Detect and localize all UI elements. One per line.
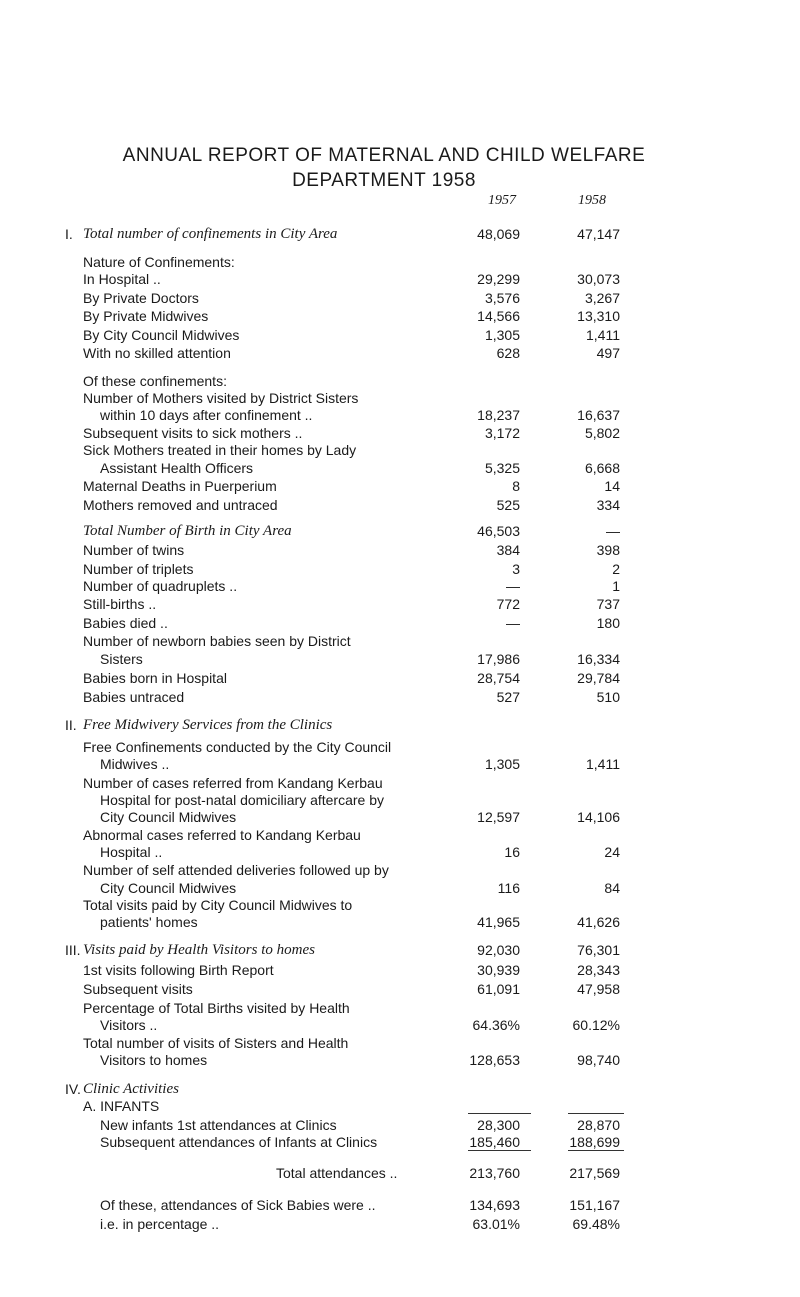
row-label: Subsequent visits to sick mothers .. bbox=[83, 425, 303, 441]
value-1957: — bbox=[506, 578, 520, 594]
row-label: Babies died .. bbox=[83, 615, 168, 631]
value-1958: 14 bbox=[604, 478, 620, 494]
value-1957: 213,760 bbox=[469, 1165, 520, 1181]
row-label: Total attendances .. bbox=[276, 1165, 398, 1181]
value-1958: 16,334 bbox=[577, 651, 620, 667]
value-1958: 30,073 bbox=[577, 271, 620, 287]
table-row bbox=[0, 345, 800, 362]
table-row bbox=[0, 226, 800, 243]
table-row bbox=[0, 739, 800, 756]
table-row bbox=[0, 1000, 800, 1017]
section-heading: Total number of confinements in City Area bbox=[83, 226, 338, 242]
row-label: City Council Midwives bbox=[100, 880, 237, 896]
value-1957: 384 bbox=[496, 542, 520, 558]
section-heading: Visits paid by Health Visitors to homes bbox=[83, 942, 315, 958]
row-label: Sisters bbox=[100, 651, 143, 667]
section-number: III. bbox=[65, 942, 81, 958]
table-row bbox=[0, 542, 800, 559]
sum-rule-1957 bbox=[468, 1113, 531, 1114]
value-1958: 47,958 bbox=[577, 981, 620, 997]
total-rule-1958 bbox=[568, 1150, 624, 1151]
table-row bbox=[0, 478, 800, 495]
table-row bbox=[0, 827, 800, 844]
value-1958: 1,411 bbox=[586, 327, 620, 343]
row-label: 1st visits following Birth Report bbox=[83, 962, 274, 978]
row-label: By Private Doctors bbox=[83, 290, 199, 306]
table-row bbox=[0, 862, 800, 879]
value-1957: 48,069 bbox=[477, 226, 520, 242]
table-row bbox=[0, 689, 800, 706]
row-label: Of these, attendances of Sick Babies were .. bbox=[100, 1197, 376, 1213]
value-1957: 46,503 bbox=[477, 523, 520, 539]
table-row bbox=[0, 615, 800, 632]
table-row bbox=[0, 327, 800, 344]
value-1958: 398 bbox=[596, 542, 620, 558]
section-heading: Free Midwivery Services from the Clinics bbox=[83, 717, 333, 733]
value-1957: 116 bbox=[497, 880, 520, 896]
table-row bbox=[0, 460, 800, 477]
value-1957: 525 bbox=[496, 497, 520, 513]
row-label: Sick Mothers treated in their homes by Lady bbox=[83, 442, 357, 458]
value-1957: 61,091 bbox=[477, 981, 520, 997]
table-row bbox=[0, 756, 800, 773]
table-row bbox=[0, 442, 800, 459]
row-label: Number of cases referred from Kandang Kerbau bbox=[83, 775, 383, 791]
value-1958: 497 bbox=[596, 345, 620, 361]
row-label: Number of quadruplets .. bbox=[83, 578, 238, 594]
value-1958: 217,569 bbox=[569, 1165, 620, 1181]
row-label: Number of twins bbox=[83, 542, 185, 558]
table-row bbox=[0, 897, 800, 914]
table-row bbox=[0, 717, 800, 734]
value-1957: 18,237 bbox=[477, 407, 520, 423]
value-1957: 16 bbox=[504, 844, 520, 860]
value-1957: 3,576 bbox=[484, 290, 520, 306]
value-1958: 84 bbox=[604, 880, 620, 896]
row-label: Subsequent visits bbox=[83, 981, 193, 997]
row-label: Babies untraced bbox=[83, 689, 185, 705]
row-label: By Private Midwives bbox=[83, 308, 209, 324]
table-row bbox=[0, 1216, 800, 1233]
row-label: Total number of visits of Sisters and Health bbox=[83, 1035, 349, 1051]
table-row bbox=[0, 633, 800, 650]
table-row bbox=[0, 792, 800, 809]
value-1958: 510 bbox=[596, 689, 620, 705]
value-1958: 41,626 bbox=[577, 914, 620, 930]
value-1958: 28,870 bbox=[577, 1117, 620, 1133]
row-label: Subsequent attendances of Infants at Clinics bbox=[100, 1134, 378, 1150]
value-1958: 6,668 bbox=[584, 460, 620, 476]
value-1957: 63.01% bbox=[472, 1216, 520, 1232]
value-1958: 76,301 bbox=[577, 942, 620, 958]
table-row bbox=[0, 425, 800, 442]
table-row bbox=[0, 1134, 800, 1151]
row-label: Abnormal cases referred to Kandang Kerbau bbox=[83, 827, 361, 843]
value-1958: 188,699 bbox=[569, 1134, 620, 1150]
row-label: within 10 days after confinement .. bbox=[100, 407, 313, 423]
value-1957: 3,172 bbox=[484, 425, 520, 441]
row-label: i.e. in percentage .. bbox=[100, 1216, 220, 1232]
value-1957: 14,566 bbox=[477, 308, 520, 324]
row-label: Visitors .. bbox=[100, 1017, 158, 1033]
row-label: City Council Midwives bbox=[100, 809, 237, 825]
report-title-line2: DEPARTMENT 1958 bbox=[292, 170, 476, 191]
value-1957: 3 bbox=[512, 561, 520, 577]
value-1958: 28,343 bbox=[577, 962, 620, 978]
section-number: IV. bbox=[65, 1081, 81, 1097]
table-row bbox=[0, 1117, 800, 1134]
table-row bbox=[0, 809, 800, 826]
row-label: patients' homes bbox=[100, 914, 198, 930]
value-1958: — bbox=[606, 523, 620, 539]
row-label: A. INFANTS bbox=[83, 1098, 160, 1114]
table-row bbox=[0, 981, 800, 998]
row-label: Free Confinements conducted by the City Council bbox=[83, 739, 392, 755]
value-1957: 41,965 bbox=[477, 914, 520, 930]
table-row bbox=[0, 962, 800, 979]
row-label: Babies born in Hospital bbox=[83, 670, 227, 686]
value-1957: 28,754 bbox=[477, 670, 520, 686]
row-label: Of these confinements: bbox=[83, 373, 227, 389]
value-1958: 737 bbox=[596, 596, 620, 612]
row-label: Number of triplets bbox=[83, 561, 194, 577]
value-1957: 1,305 bbox=[484, 327, 520, 343]
row-label: Total visits paid by City Council Midwives to bbox=[83, 897, 353, 913]
value-1957: 185,460 bbox=[469, 1134, 520, 1150]
value-1958: 47,147 bbox=[577, 226, 620, 242]
value-1958: 151,167 bbox=[569, 1197, 620, 1213]
row-label: Visitors to homes bbox=[100, 1052, 208, 1068]
section-number: I. bbox=[65, 226, 73, 242]
table-row bbox=[0, 254, 800, 271]
value-1957: 1,305 bbox=[484, 756, 520, 772]
value-1957: 64.36% bbox=[472, 1017, 520, 1033]
sum-rule-1958 bbox=[568, 1113, 624, 1114]
value-1958: 180 bbox=[596, 615, 620, 631]
section-number: II. bbox=[65, 717, 77, 733]
section-heading: Total Number of Birth in City Area bbox=[83, 523, 292, 539]
table-row bbox=[0, 1052, 800, 1069]
table-row bbox=[0, 407, 800, 424]
value-1957: 12,597 bbox=[477, 809, 520, 825]
row-label: Still-births .. bbox=[83, 596, 157, 612]
report-title-line1: ANNUAL REPORT OF MATERNAL AND CHILD WELFARE bbox=[122, 145, 646, 166]
table-row bbox=[0, 1098, 800, 1115]
value-1957: 628 bbox=[496, 345, 520, 361]
table-row bbox=[0, 880, 800, 897]
value-1958: 3,267 bbox=[584, 290, 620, 306]
row-label: By City Council Midwives bbox=[83, 327, 240, 343]
value-1958: 14,106 bbox=[577, 809, 620, 825]
table-row bbox=[0, 497, 800, 514]
value-1958: 13,310 bbox=[577, 308, 620, 324]
table-row bbox=[0, 844, 800, 861]
table-row bbox=[0, 596, 800, 613]
row-label: Mothers removed and untraced bbox=[83, 497, 278, 513]
value-1958: 98,740 bbox=[577, 1052, 620, 1068]
value-1957: 527 bbox=[496, 689, 520, 705]
row-label: Midwives .. bbox=[100, 756, 170, 772]
table-row bbox=[0, 308, 800, 325]
table-row bbox=[0, 523, 800, 540]
value-1958: 1,411 bbox=[586, 756, 620, 772]
table-row bbox=[0, 942, 800, 959]
row-label: Percentage of Total Births visited by Health bbox=[83, 1000, 350, 1016]
year-1957-header: 1957 bbox=[488, 193, 516, 208]
row-label: Assistant Health Officers bbox=[100, 460, 254, 476]
row-label: New infants 1st attendances at Clinics bbox=[100, 1117, 337, 1133]
table-row bbox=[0, 578, 800, 595]
value-1958: 16,637 bbox=[577, 407, 620, 423]
value-1958: 60.12% bbox=[572, 1017, 620, 1033]
value-1957: 772 bbox=[496, 596, 520, 612]
value-1957: 128,653 bbox=[469, 1052, 520, 1068]
value-1957: 134,693 bbox=[469, 1197, 520, 1213]
table-row bbox=[0, 1035, 800, 1052]
total-rule-1957 bbox=[468, 1150, 531, 1151]
value-1957: 28,300 bbox=[477, 1117, 520, 1133]
value-1957: — bbox=[506, 615, 520, 631]
row-label: Number of self attended deliveries followed up by bbox=[83, 862, 389, 878]
table-row bbox=[0, 651, 800, 668]
table-row bbox=[0, 1017, 800, 1034]
value-1957: 5,325 bbox=[484, 460, 520, 476]
row-label: Nature of Confinements: bbox=[83, 254, 235, 270]
value-1958: 24 bbox=[604, 844, 620, 860]
value-1958: 334 bbox=[596, 497, 620, 513]
value-1958: 29,784 bbox=[577, 670, 620, 686]
table-row bbox=[0, 290, 800, 307]
row-label: Number of newborn babies seen by District bbox=[83, 633, 351, 649]
section-heading: Clinic Activities bbox=[83, 1081, 179, 1097]
table-row bbox=[0, 1197, 800, 1214]
table-row bbox=[0, 775, 800, 792]
row-label: In Hospital .. bbox=[83, 271, 161, 287]
table-row bbox=[0, 1081, 800, 1098]
value-1958: 69.48% bbox=[572, 1216, 620, 1232]
table-row bbox=[0, 1165, 800, 1182]
value-1957: 30,939 bbox=[477, 962, 520, 978]
value-1957: 92,030 bbox=[477, 942, 520, 958]
table-row bbox=[0, 373, 800, 390]
value-1958: 1 bbox=[612, 578, 620, 594]
row-label: Number of Mothers visited by District Sisters bbox=[83, 390, 359, 406]
year-1958-header: 1958 bbox=[578, 193, 606, 208]
table-row bbox=[0, 561, 800, 578]
value-1958: 5,802 bbox=[584, 425, 620, 441]
row-label: Hospital .. bbox=[100, 844, 163, 860]
row-label: With no skilled attention bbox=[83, 345, 231, 361]
row-label: Maternal Deaths in Puerperium bbox=[83, 478, 277, 494]
report-title bbox=[74, 143, 694, 193]
value-1957: 17,986 bbox=[477, 651, 520, 667]
value-1958: 2 bbox=[612, 561, 620, 577]
value-1957: 8 bbox=[512, 478, 520, 494]
table-row bbox=[0, 271, 800, 288]
row-label: Hospital for post-natal domiciliary aftercare by bbox=[100, 792, 385, 808]
value-1957: 29,299 bbox=[477, 271, 520, 287]
table-row bbox=[0, 914, 800, 931]
table-row bbox=[0, 670, 800, 687]
table-row bbox=[0, 390, 800, 407]
